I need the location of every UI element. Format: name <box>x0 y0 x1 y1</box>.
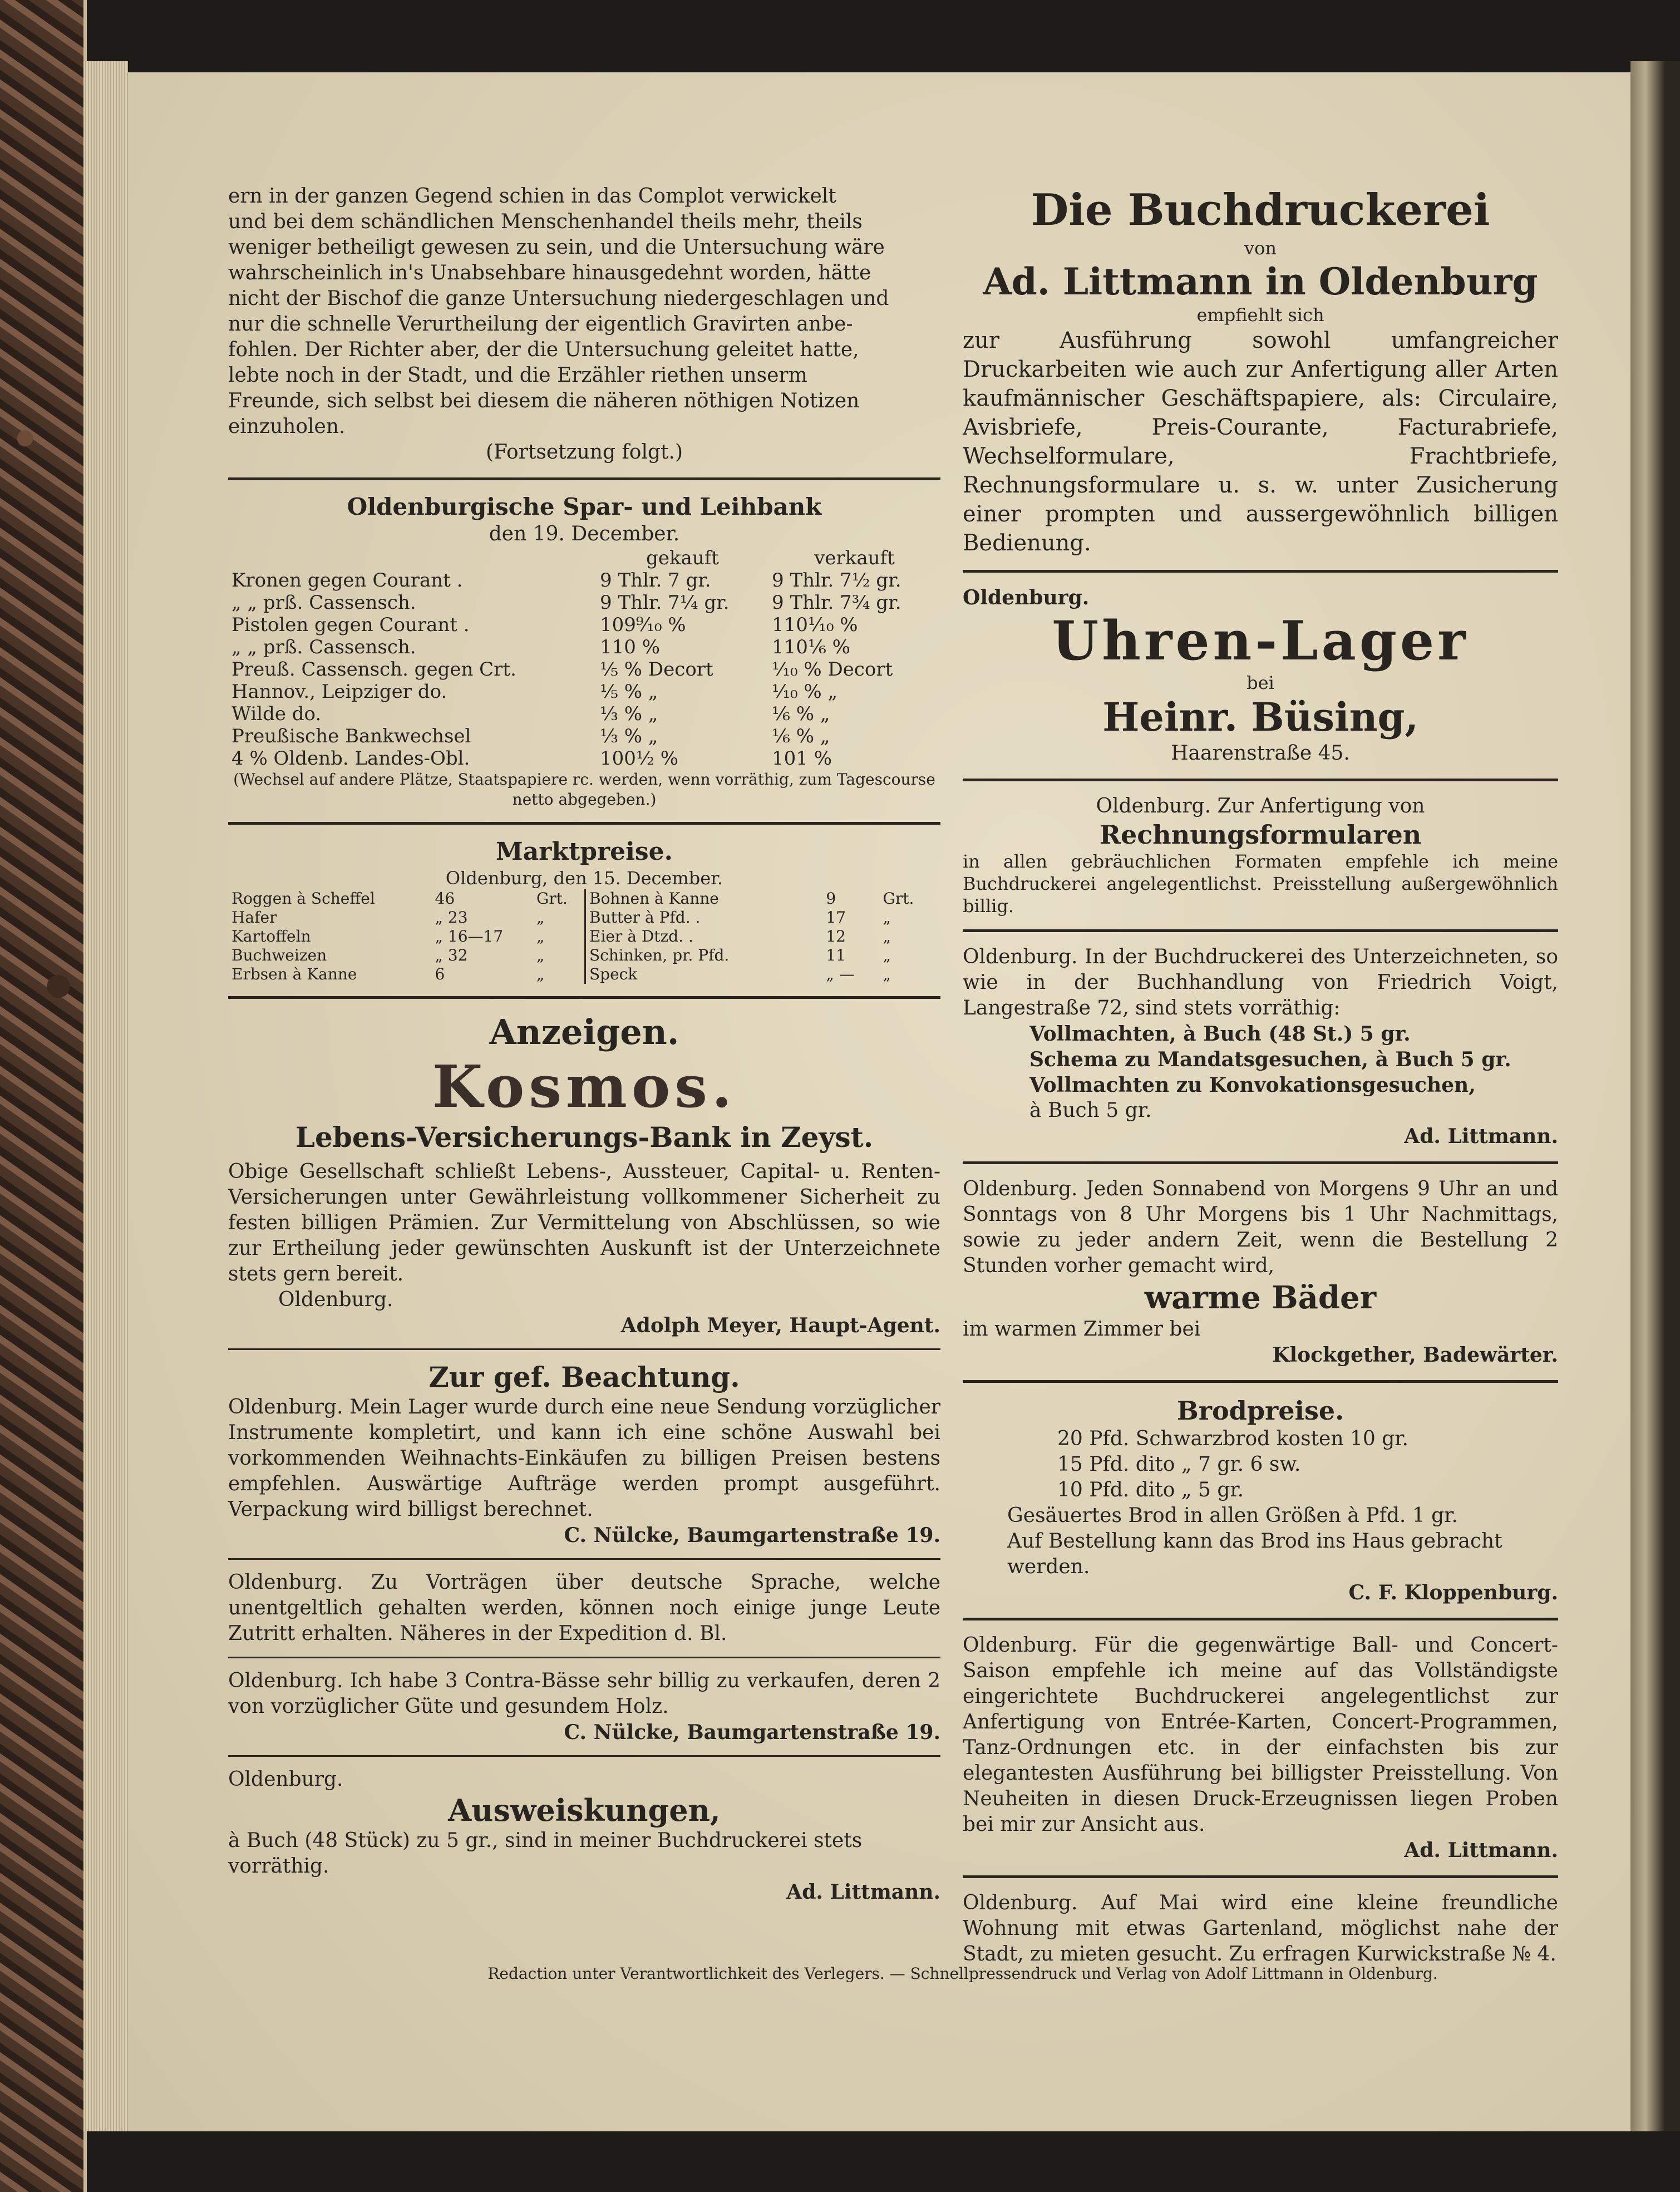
ausweis-ad <box>228 1767 940 1905</box>
cell: Eier à Dtzd. . <box>589 927 693 945</box>
table-row <box>585 965 941 984</box>
table-row <box>585 946 941 965</box>
divider <box>228 996 940 999</box>
text-line: und bei dem schändlichen Menschenhandel theils mehr, theils <box>228 210 863 233</box>
divider <box>228 822 940 825</box>
brod-line: Auf Bestellung kann das Brod ins Haus gebracht werden. <box>1007 1530 1502 1578</box>
baeder-title: warme Bäder <box>1144 1279 1377 1316</box>
brod-line: 15 Pfd. dito „ 7 gr. 6 sw. <box>1057 1453 1301 1476</box>
vollmachten-ad <box>963 944 1558 1149</box>
kosmos-body: Obige Gesellschaft schließt Lebens-, Aussteuer, Capital- u. Renten-Versicherungen unter Gewährleistung vollkommener Sicherheit zu festen billigen Prämien. Zur Vermittelung von Abschlüssen, so wie zur Ertheilung jeder gewünschten Auskunft ist der Unterzeichnete stets gern bereit. <box>228 1160 940 1285</box>
kosmos-place: Oldenburg. <box>278 1288 393 1311</box>
baeder-body: Oldenburg. Jeden Sonnabend von Morgens 9 Uhr an und Sonntags von 8 Uhr Morgens bis 1 Uhr Nachmittags, sowie zu jeder andern Zeit, wenn die Bestellung 2 Stunden vorher gemacht wird, <box>963 1178 1558 1277</box>
table-row <box>228 681 940 703</box>
text-line: weniger betheiligt gewesen zu sein, und die Untersuchung wäre <box>228 236 885 259</box>
divider <box>228 1657 940 1658</box>
cell: ⅒ % Decort <box>772 658 893 681</box>
cell: 46 <box>435 889 455 908</box>
kosmos-signature: Adolph Meyer, Haupt-Agent. <box>620 1314 940 1337</box>
vollmachten-item-1: Vollmachten, à Buch (48 St.) 5 gr. <box>1029 1022 1411 1046</box>
cell: 109⁹⁄₁₀ % <box>600 614 686 636</box>
divider <box>963 779 1558 781</box>
text-line: lebte noch in der Stadt, und die Erzähler riethen unserm <box>228 364 807 387</box>
table-row <box>585 889 941 908</box>
cell: „ <box>536 946 545 964</box>
cell: „ <box>536 965 545 983</box>
ball-ad <box>963 1633 1558 1863</box>
cell: Kartoffeln <box>231 927 311 945</box>
contrabass-signature: C. Nülcke, Baumgartenstraße 19. <box>564 1721 940 1744</box>
buchdruckerei-name: Ad. Littmann in Oldenburg <box>983 260 1538 303</box>
divider <box>963 1380 1558 1383</box>
beachtung-signature: C. Nülcke, Baumgartenstraße 19. <box>564 1524 940 1547</box>
brod-line: 20 Pfd. Schwarzbrod kosten 10 gr. <box>1057 1427 1408 1450</box>
text-line: einzuholen. <box>228 415 346 438</box>
rechnungs-ad <box>963 794 1558 917</box>
book-binding <box>0 0 87 2192</box>
cell: Preußische Bankwechsel <box>231 725 471 747</box>
divider <box>228 477 940 480</box>
right-column <box>963 184 1558 1967</box>
brod-title: Brodpreise. <box>1176 1396 1344 1426</box>
cell: „ <box>536 908 545 927</box>
contrabass-body: Oldenburg. Ich habe 3 Contra-Bässe sehr billig zu verkaufen, deren 2 von vorzüglicher Güte und gesundem Holz. <box>228 1669 940 1718</box>
cell: ⅓ % „ <box>600 703 658 725</box>
imprint-footer: Redaction unter Verantwortlichkeit des Verlegers. — Schnellpressendruck und Verlag von Adolf Littmann in Oldenburg. <box>487 1964 1438 1983</box>
market-date: Oldenburg, den 15. December. <box>445 868 723 889</box>
uhren-place: Oldenburg. <box>963 586 1090 609</box>
brod-ad <box>963 1395 1558 1605</box>
cell: „ „ prß. Cassensch. <box>231 592 416 614</box>
cell: „ <box>883 908 891 927</box>
cell: Speck <box>589 965 638 983</box>
divider <box>963 1618 1558 1620</box>
table-row <box>228 946 584 965</box>
kosmos-title: Kosmos. <box>432 1052 737 1121</box>
right-page-edge <box>1630 61 1680 2131</box>
bank-table <box>228 547 940 770</box>
left-column <box>228 184 940 1905</box>
contrabass-ad <box>228 1668 940 1745</box>
cell: „ 32 <box>435 946 468 964</box>
cell: 110¹⁄₁₀ % <box>772 614 858 636</box>
rechnungs-lead: Oldenburg. Zur Anfertigung von <box>1096 795 1425 817</box>
cell: 6 <box>435 965 445 983</box>
bank-rates <box>228 492 940 810</box>
vollmachten-item-3: Vollmachten zu Konvokationsgesuchen, <box>1029 1073 1476 1097</box>
market-title: Marktpreise. <box>496 838 673 866</box>
vollmachten-item-2: Schema zu Mandatsgesuchen, à Buch 5 gr. <box>1029 1048 1511 1071</box>
cell: 11 <box>826 946 846 964</box>
cell: ⅕ % Decort <box>600 658 713 681</box>
cell: 4 % Oldenb. Landes-Obl. <box>231 747 470 770</box>
ball-signature: Ad. Littmann. <box>1404 1839 1558 1862</box>
wohnung-ad: Oldenburg. Auf Mai wird eine kleine freundliche Wohnung mit etwas Gartenland, möglichst nahe der Stadt, zu mieten gesucht. Zu erfragen Kurwickstraße № 4. <box>963 1891 1558 1966</box>
table-row <box>228 889 584 908</box>
rechnungs-body: in allen gebräuchlichen Formaten empfehle ich meine Buchdruckerei angelegentlichst. Preisstellung außergewöhnlich billig. <box>963 851 1558 917</box>
cell: 9 <box>826 889 836 908</box>
beachtung-title: Zur gef. Beachtung. <box>428 1361 740 1393</box>
table-row <box>228 747 940 770</box>
brod-line: 10 Pfd. dito „ 5 gr. <box>1057 1479 1244 1501</box>
cell: Hannov., Leipziger do. <box>231 681 447 703</box>
kosmos-ad <box>228 1053 940 1338</box>
table-row <box>228 569 940 592</box>
cell: Bohnen à Kanne <box>589 889 719 908</box>
cell: Wilde do. <box>231 703 322 725</box>
cell: 9 Thlr. 7¾ gr. <box>772 592 901 614</box>
buchdruckerei-von: von <box>1244 238 1277 259</box>
cell: 101 % <box>772 747 832 770</box>
col-sold: verkauft <box>814 547 895 569</box>
cell: „ — <box>826 965 855 983</box>
text-line: Freunde, sich selbst bei diesem die näheren nöthigen Notizen <box>228 390 860 412</box>
cell: ⅓ % „ <box>600 725 658 747</box>
anzeigen-heading: Anzeigen. <box>489 1012 679 1052</box>
ausweis-body: à Buch (48 Stück) zu 5 gr., sind in meiner Buchdruckerei stets vorräthig. <box>228 1829 863 1878</box>
cell: „ <box>883 927 891 945</box>
text-line: ern in der ganzen Gegend schien in das Complot verwickelt <box>228 185 836 208</box>
vollmachten-item-3b: à Buch 5 gr. <box>1029 1099 1152 1122</box>
table-row <box>228 614 940 636</box>
cell: Buchweizen <box>231 946 327 964</box>
divider <box>228 1755 940 1757</box>
uhren-title: Uhren-Lager <box>1052 609 1469 672</box>
uhren-bei: bei <box>1247 672 1274 693</box>
vortraege-ad: Oldenburg. Zu Vorträgen über deutsche Sprache, welche unentgeltlich gehalten werden, können noch einige junge Leute Zutritt erhalten. Näheres in der Expedition d. Bl. <box>228 1571 940 1645</box>
cell: Pistolen gegen Courant . <box>231 614 470 636</box>
baeder-signature: Klockgether, Badewärter. <box>1272 1343 1558 1367</box>
table-row <box>228 658 940 681</box>
market-tables <box>228 889 940 984</box>
table-header <box>228 547 940 569</box>
cell: Erbsen à Kanne <box>231 965 357 983</box>
divider <box>963 1161 1558 1164</box>
market-prices <box>228 837 940 984</box>
beachtung-ad <box>228 1360 940 1548</box>
text-line: nicht der Bischof die ganze Untersuchung niedergeschlagen und <box>228 287 889 310</box>
brod-line: Gesäuertes Brod in allen Größen à Pfd. 1 gr. <box>1007 1504 1458 1527</box>
table-row <box>228 908 584 927</box>
table-row <box>585 927 941 946</box>
cell: 12 <box>826 927 846 945</box>
table-row <box>228 636 940 658</box>
beachtung-body: Oldenburg. Mein Lager wurde durch eine neue Sendung vorzüglicher Instrumente kompletirt, und kann ich eine schöne Auswahl bei vorkommenden Weihnachts-Einkäufen zu billigen Preisen bestens empfehlen. Auswärtige Aufträge werden prompt ausgeführt. Verpackung wird billigst berechnet. <box>228 1396 940 1521</box>
cell: ⅕ % „ <box>600 681 658 703</box>
cell: 17 <box>826 908 846 927</box>
bank-note: (Wechsel auf andere Plätze, Staatspapiere rc. werden, wenn vorräthig, zum Tagescourse netto abgegeben.) <box>233 770 935 809</box>
market-table-left <box>228 889 584 984</box>
page-edges <box>83 61 128 2131</box>
cell: Butter à Pfd. . <box>589 908 701 927</box>
cell: 110¹⁄₆ % <box>772 636 850 658</box>
cell: Hafer <box>231 908 277 927</box>
ausweis-title: Ausweiskungen, <box>448 1792 721 1828</box>
story-continuation <box>228 184 940 440</box>
divider <box>963 570 1558 573</box>
continued-note: (Fortsetzung folgt.) <box>486 441 683 464</box>
cell: Schinken, pr. Pfd. <box>589 946 730 964</box>
cell: „ 16—17 <box>435 927 504 945</box>
buchdruckerei-empfiehlt: empfiehlt sich <box>1196 304 1324 326</box>
divider <box>228 1558 940 1560</box>
cell: Grt. <box>536 889 568 908</box>
cell: 9 Thlr. 7½ gr. <box>772 569 901 592</box>
cell: Preuß. Cassensch. gegen Crt. <box>231 658 516 681</box>
buchdruckerei-body: zur Ausführung sowohl umfangreicher Druckarbeiten wie auch zur Anfertigung aller Arten kaufmännischer Geschäftspapiere, als: Circulaire, Avisbriefe, Preis-Courante, Facturabriefe, Wechselformulare, Frachtbriefe, Rechnungsformulare u. s. w. unter Zusicherung einer prompten und aussergewöhnlich billigen Bedienung. <box>963 328 1558 556</box>
cell: 9 Thlr. 7¼ gr. <box>600 592 730 614</box>
rechnungs-title: Rechnungsformularen <box>1099 820 1422 850</box>
table-row <box>228 965 584 984</box>
baeder-sub: im warmen Zimmer bei <box>963 1318 1201 1341</box>
ball-body: Oldenburg. Für die gegenwärtige Ball- und Concert-Saison empfehle ich meine auf das Vollständigste eingerichtete Buchdruckerei angelegentlichst zur Anfertigung von Entrée-Karten, Concert-Programmen, Tanz-Ordnungen etc. in der einfachsten bis zur elegantesten Ausführung bei billigster Preisstellung. Von Neuheiten in diesen Druck-Erzeugnissen liegen Proben bei mir zur Ansicht aus. <box>963 1634 1558 1836</box>
text-line: wahrscheinlich in's Unabsehbare hinausgedehnt worden, hätte <box>228 262 871 284</box>
uhren-name: Heinr. Büsing, <box>1102 694 1418 740</box>
brod-signature: C. F. Kloppenburg. <box>1348 1581 1558 1604</box>
uhren-ad <box>963 585 1558 766</box>
cell: ⅒ % „ <box>772 681 838 703</box>
bank-date: den 19. December. <box>489 523 680 545</box>
cell: 110 % <box>600 636 661 658</box>
cell: Roggen à Scheffel <box>231 889 375 908</box>
divider <box>963 929 1558 932</box>
cell: ⅙ % „ <box>772 703 830 725</box>
uhren-address: Haarenstraße 45. <box>1171 742 1350 765</box>
cell: „ <box>536 927 545 945</box>
cell: 100½ % <box>600 747 678 770</box>
ausweis-place: Oldenburg. <box>228 1768 343 1791</box>
cell: „ <box>883 965 891 983</box>
cell: 9 Thlr. 7 gr. <box>600 569 711 592</box>
buchdruckerei-ad <box>963 184 1558 558</box>
cell: „ „ prß. Cassensch. <box>231 636 416 658</box>
col-bought: gekauft <box>646 547 719 569</box>
divider <box>963 1875 1558 1878</box>
cell: ⅙ % „ <box>772 725 830 747</box>
kosmos-subtitle: Lebens-Versicherungs-Bank in Zeyst. <box>295 1121 874 1154</box>
table-row <box>228 927 584 946</box>
table-row <box>228 725 940 747</box>
vollmachten-signature: Ad. Littmann. <box>1404 1125 1558 1148</box>
cell: „ <box>883 946 891 964</box>
cell: Grt. <box>883 889 914 908</box>
cell: „ 23 <box>435 908 468 927</box>
table-row <box>228 703 940 725</box>
table-row <box>585 908 941 927</box>
divider <box>228 1348 940 1350</box>
table-row <box>228 592 940 614</box>
baeder-ad <box>963 1176 1558 1368</box>
market-table-right <box>584 889 940 984</box>
buchdruckerei-title: Die Buchdruckerei <box>1031 185 1490 235</box>
text-line: nur die schnelle Verurtheilung der eigentlich Gravirten anbe- <box>228 313 853 336</box>
text-line: fohlen. Der Richter aber, der die Untersuchung geleitet hatte, <box>228 338 859 361</box>
bank-title: Oldenburgische Spar- und Leihbank <box>347 493 822 520</box>
vollmachten-body: Oldenburg. In der Buchdruckerei des Unterzeichneten, so wie in der Buchhandlung von Friedrich Voigt, Langestraße 72, sind stets vorräthig: <box>963 945 1558 1019</box>
ausweis-signature: Ad. Littmann. <box>786 1880 940 1904</box>
cell: Kronen gegen Courant . <box>231 569 463 592</box>
